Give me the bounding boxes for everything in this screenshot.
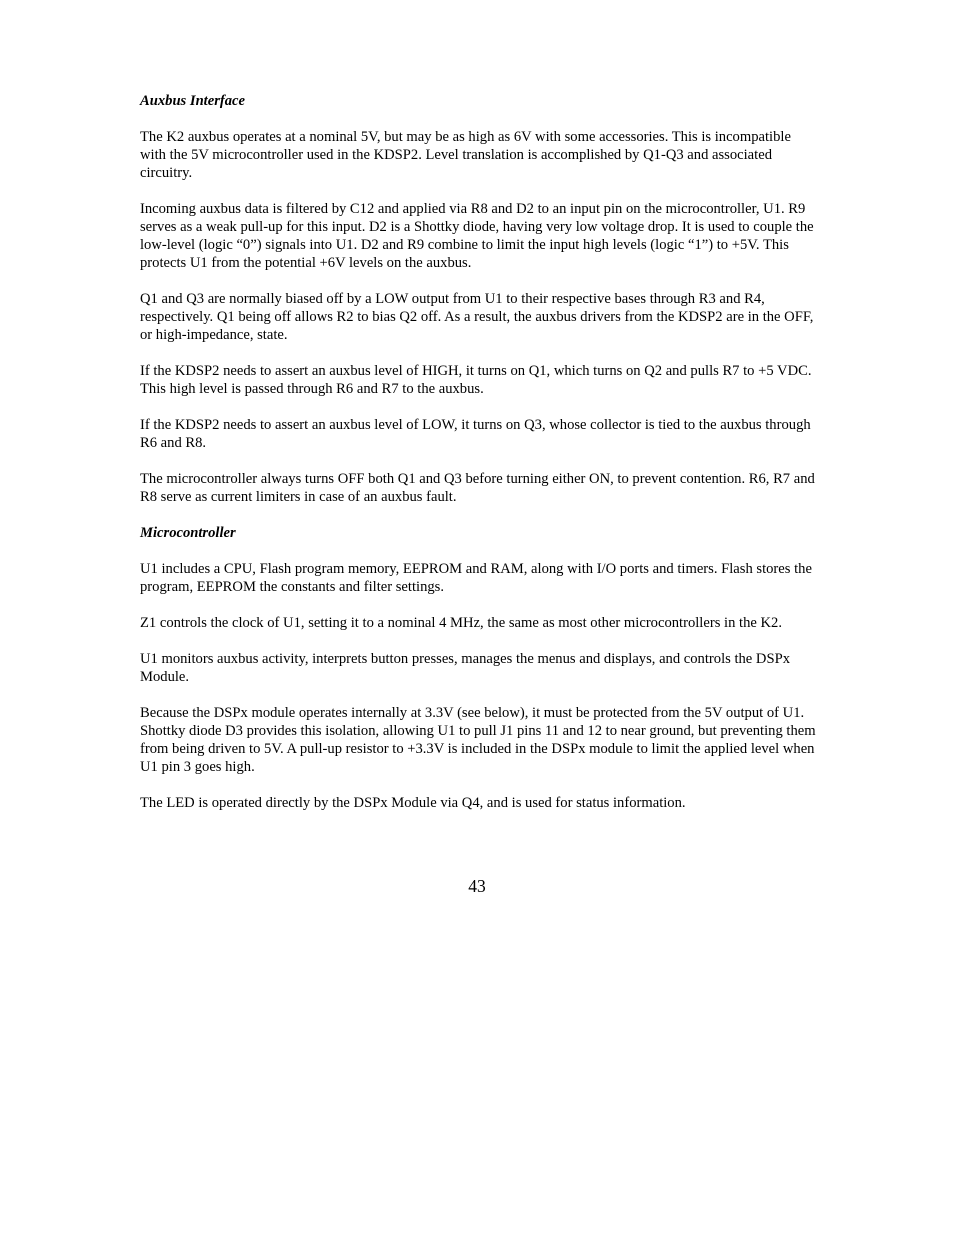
page-number: 43 bbox=[468, 876, 486, 896]
paragraph: Incoming auxbus data is filtered by C12 and applied via R8 and D2 to an input pin on the microcontroller, U1. R9 serves as a weak pull-up for this input. D2 is a Shottky diode, having very low voltage drop. It is used to couple the low-level (logic “0”) signals into U1. D2 and R9 combine to limit the input high levels (logic “1”) to +5V. This protects U1 from the potential +6V levels on the auxbus. bbox=[140, 201, 814, 271]
paragraph: The microcontroller always turns OFF both Q1 and Q3 before turning either ON, to prevent contention. R6, R7 and R8 serve as current limiters in case of an auxbus fault. bbox=[140, 471, 815, 505]
paragraph: Q1 and Q3 are normally biased off by a LOW output from U1 to their respective bases through R3 and R4, respectively. Q1 being off allows R2 to bias Q2 off. As a result, the auxbus drivers from the KDSP2 are in the OFF, or high-impedance, state. bbox=[140, 291, 814, 343]
paragraph: U1 includes a CPU, Flash program memory, EEPROM and RAM, along with I/O ports and timers. Flash stores the program, EEPROM the constants and filter settings. bbox=[140, 561, 812, 595]
paragraph: U1 monitors auxbus activity, interprets button presses, manages the menus and displays, and controls the DSPx Module. bbox=[140, 651, 790, 685]
section-heading-auxbus-interface: Auxbus Interface bbox=[140, 93, 246, 109]
paragraph: If the KDSP2 needs to assert an auxbus level of LOW, it turns on Q3, whose collector is tied to the auxbus through R6 and R8. bbox=[140, 417, 811, 451]
document-body bbox=[140, 92, 820, 830]
paragraph: The K2 auxbus operates at a nominal 5V, but may be as high as 6V with some accessories. This is incompatible with the 5V microcontroller used in the KDSP2. Level translation is accomplished by Q1-Q3 and associated circuitry. bbox=[140, 129, 791, 181]
section-heading-microcontroller: Microcontroller bbox=[140, 525, 236, 541]
paragraph: If the KDSP2 needs to assert an auxbus level of HIGH, it turns on Q1, which turns on Q2 and pulls R7 to +5 VDC. This high level is passed through R6 and R7 to the auxbus. bbox=[140, 363, 812, 397]
paragraph: Because the DSPx module operates internally at 3.3V (see below), it must be protected from the 5V output of U1. Shottky diode D3 provides this isolation, allowing U1 to pull J1 pins 11 and 12 to near ground, but preventing them from being driven to 5V. A pull-up resistor to +3.3V is included in the DSPx module to limit the applied level when U1 pin 3 goes high. bbox=[140, 705, 816, 775]
paragraph: Z1 controls the clock of U1, setting it to a nominal 4 MHz, the same as most other microcontrollers in the K2. bbox=[140, 615, 782, 631]
paragraph: The LED is operated directly by the DSPx Module via Q4, and is used for status information. bbox=[140, 795, 686, 811]
